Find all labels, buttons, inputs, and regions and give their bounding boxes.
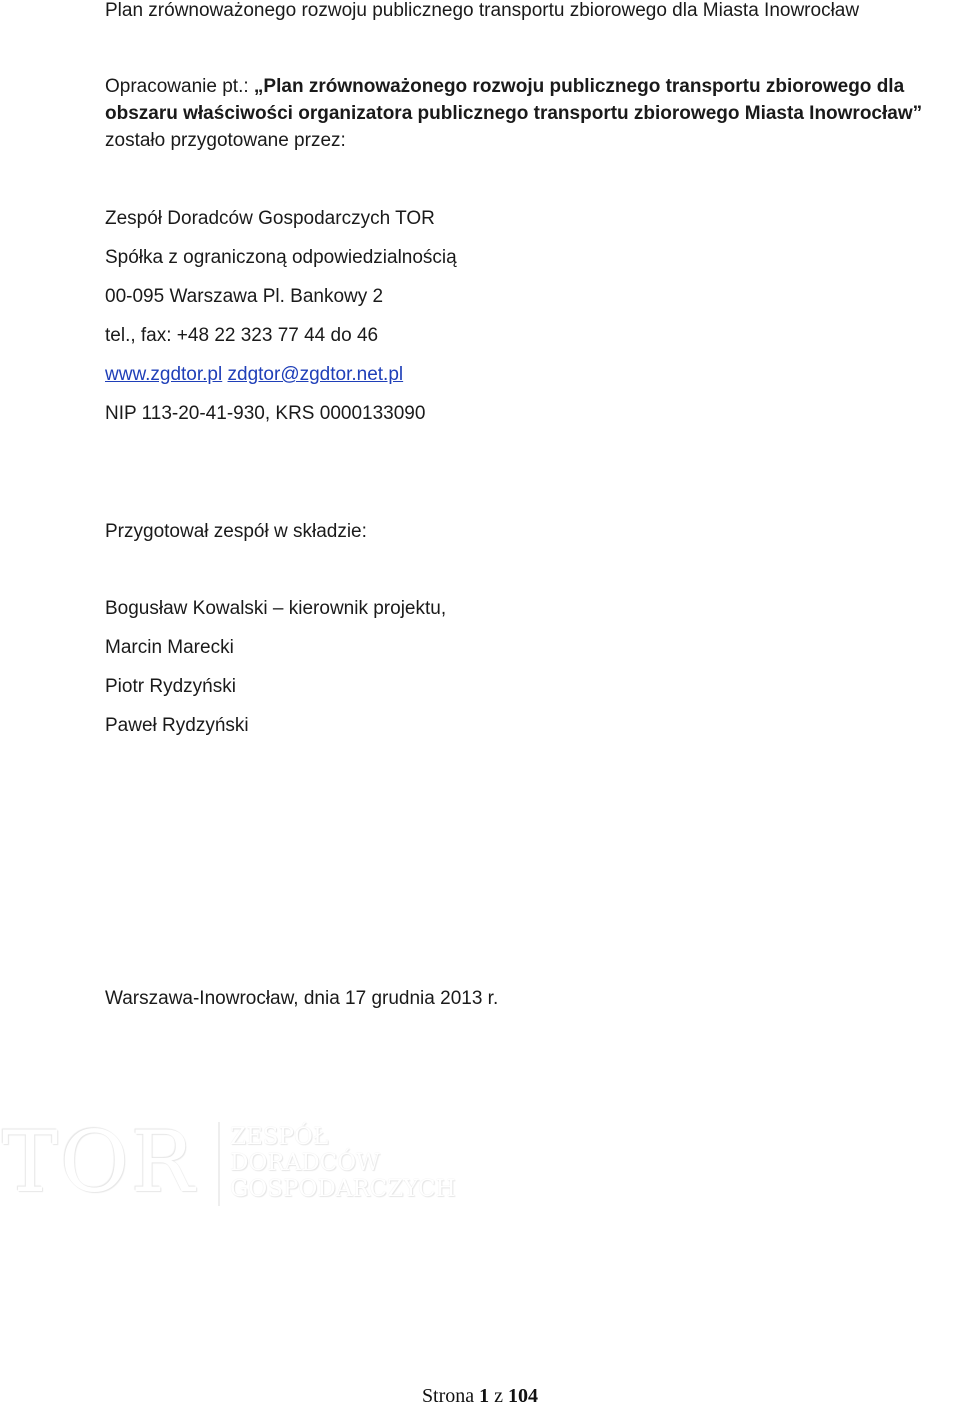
company-phone: tel., fax: +48 22 323 77 44 do 46 — [105, 325, 379, 346]
total-pages: 104 — [508, 1385, 539, 1407]
intro-prefix: Opracowanie pt.: — [105, 76, 254, 97]
plan-title-line-2: obszaru właściwości organizatora publicznego transportu zbiorowego Miasta Inowrocław” — [105, 103, 923, 124]
email-link[interactable]: zdgtor@zgdtor.net.pl — [227, 364, 404, 385]
team-member: Piotr Rydzyński — [105, 676, 236, 697]
plan-title-line-1: „Plan zrównoważonego rozwoju publicznego transportu zbiorowego dla — [253, 76, 905, 97]
company-links — [105, 363, 403, 387]
intro-suffix: zostało przygotowane przez: — [105, 130, 346, 151]
website-link[interactable]: www.zgdtor.pl — [105, 364, 223, 385]
company-form: Spółka z ograniczoną odpowiedzialnością — [105, 247, 457, 268]
company-address: 00-095 Warszawa Pl. Bankowy 2 — [105, 286, 384, 307]
tor-logo-mark: TOR — [2, 1113, 197, 1211]
logo-divider — [218, 1122, 220, 1206]
page-number: Strona 1 z 104 — [421, 1385, 539, 1407]
intro-line-1 — [105, 75, 904, 99]
document-header: Plan zrównoważonego rozwoju publicznego transportu zbiorowego dla Miasta Inowrocław — [105, 0, 860, 21]
company-ids: NIP 113-20-41-930, KRS 0000133090 — [105, 403, 426, 424]
place-and-date: Warszawa-Inowrocław, dnia 17 grudnia 2013 r. — [105, 988, 499, 1009]
team-member: Marcin Marecki — [105, 637, 234, 658]
current-page: 1 — [479, 1385, 490, 1407]
logo-wordmark: ZESPÓŁ DORADCÓW GOSPODARCZYCH — [230, 1124, 456, 1202]
company-name: Zespół Doradców Gospodarczych TOR — [105, 208, 435, 229]
team-member: Bogusław Kowalski – kierownik projektu, — [105, 598, 447, 619]
tor-logo-watermark — [0, 1113, 470, 1211]
team-heading: Przygotował zespół w składzie: — [105, 521, 367, 542]
team-member: Paweł Rydzyński — [105, 715, 249, 736]
